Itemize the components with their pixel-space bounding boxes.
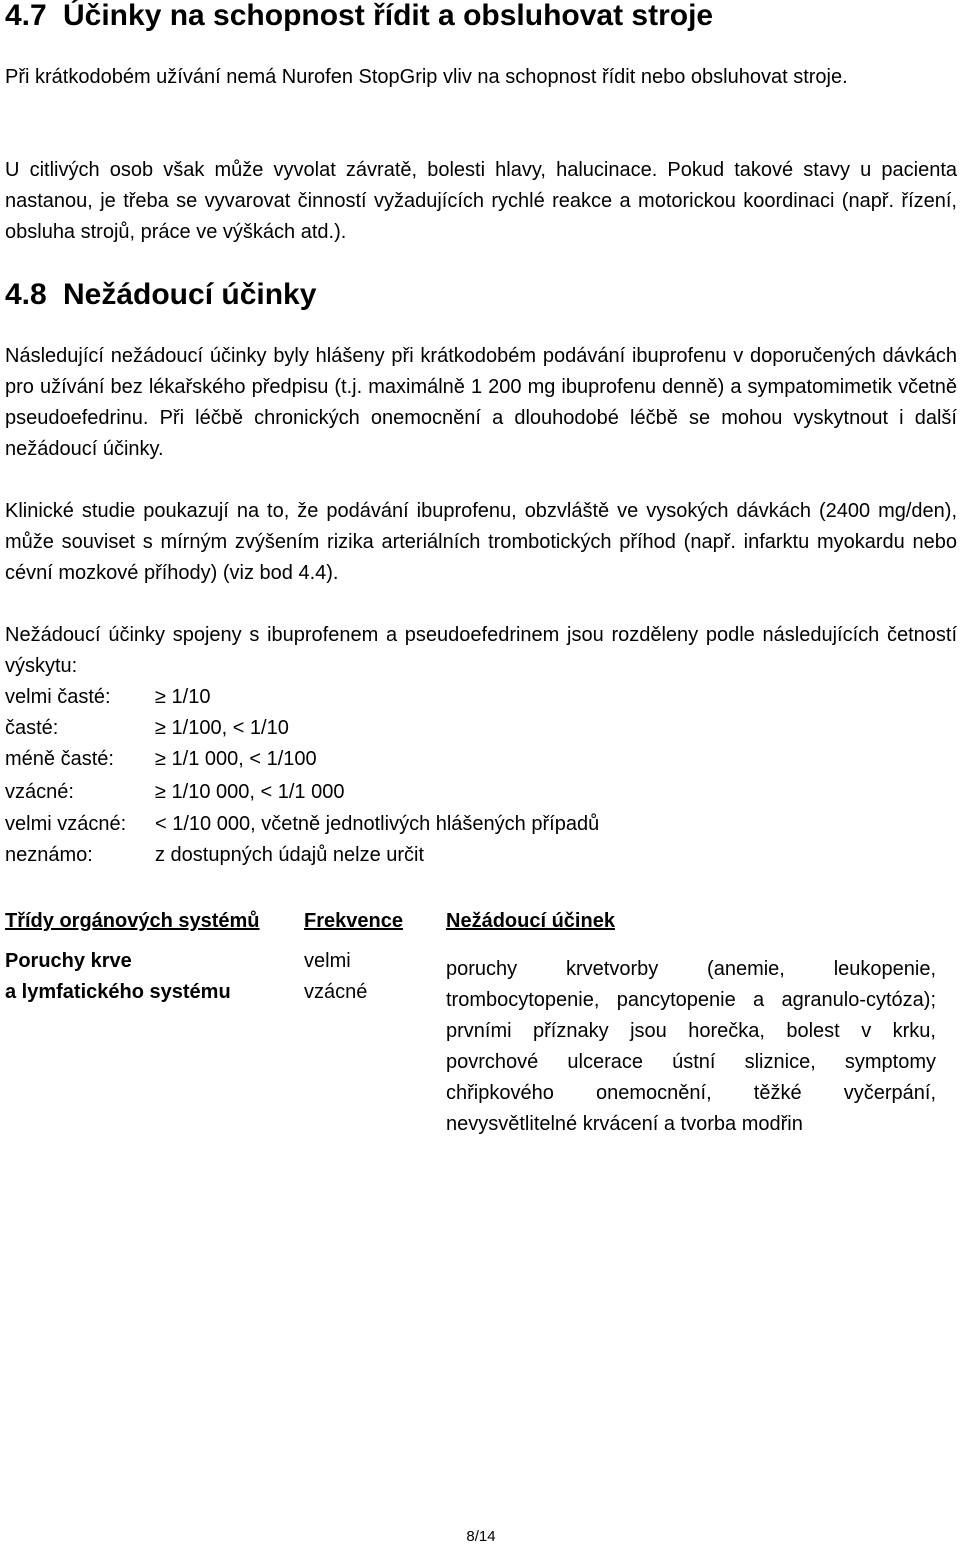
frequency-label: velmi časté: <box>5 686 111 708</box>
frequency-value: z dostupných údajů nelze určit <box>155 844 425 866</box>
paragraph-adverse-1: Následující nežádoucí účinky byly hlášeny při krátkodobém podávání ibuprofenu v doporučených dávkách pro užívání bez lékařského předpisu (t.j. maximálně 1 200 mg ibuprofenu denně) a sympatomimetik včetně pseudoefedrinu. Při léčbě chronických onemocnění a dlouhodobé léčbě se mohou vyskytnout i další nežádoucí účinky. <box>5 345 957 460</box>
frequency-label: časté: <box>5 717 59 739</box>
frequency-value: ≥ 1/100, < 1/10 <box>155 717 289 739</box>
frequency-label: neznámo: <box>5 844 93 866</box>
table-cell-system: a lymfatického systému <box>5 981 231 1003</box>
table-header-system: Třídy orgánových systémů <box>5 910 260 932</box>
section-number: 4.8 <box>5 278 47 311</box>
frequency-label: vzácné: <box>5 781 74 803</box>
table-header-frequency: Frekvence <box>304 910 403 932</box>
section-number: 4.7 <box>5 0 47 32</box>
section-title: Nežádoucí účinky <box>63 278 317 311</box>
paragraph-adverse-2: Klinické studie poukazují na to, že podávání ibuprofenu, obzvláště ve vysokých dávkách (2400 mg/den), může souviset s mírným zvýšením rizika arteriálních trombotických příhod (např. infarktu myokardu nebo cévní mozkové příhody) (viz bod 4.4). <box>5 500 957 584</box>
frequency-value: ≥ 1/1 000, < 1/100 <box>155 748 317 770</box>
frequency-label: méně časté: <box>5 748 114 770</box>
paragraph-adverse-3: Nežádoucí účinky spojeny s ibuprofenem a pseudoefedrinem jsou rozděleny podle následujících četností výskytu: <box>5 624 957 677</box>
table-header-effect: Nežádoucí účinek <box>446 910 615 932</box>
section-heading-4-7 <box>5 0 713 31</box>
frequency-value: ≥ 1/10 000, < 1/1 000 <box>155 781 345 803</box>
paragraph-driving-1: Při krátkodobém užívání nemá Nurofen StopGrip vliv na schopnost řídit nebo obsluhovat stroje. <box>5 66 848 88</box>
table-cell-frequency: vzácné <box>304 981 368 1003</box>
paragraph-driving-2: U citlivých osob však může vyvolat závratě, bolesti hlavy, halucinace. Pokud takové stavy u pacienta nastanou, je třeba se vyvarovat činností vyžadujících rychlé reakce a motorickou koordinaci (např. řízení, obsluha strojů, práce ve výškách atd.). <box>5 159 957 243</box>
frequency-value: ≥ 1/10 <box>155 686 211 708</box>
page-number: 8/14 <box>466 1528 496 1545</box>
table-cell-system: Poruchy krve <box>5 950 132 972</box>
table-cell-effect: poruchy krvetvorby (anemie, leukopenie, trombocytopenie, pancytopenie a agranulo-cytóza); prvními příznaky jsou horečka, bolest v krku, povrchové ulcerace ústní sliznice, symptomy chřipkového onemocnění, těžké vyčerpání, nevysvětlitelné krvácení a tvorba modřin <box>446 958 936 1135</box>
section-heading-4-8 <box>5 279 316 310</box>
frequency-value: < 1/10 000, včetně jednotlivých hlášených případů <box>155 813 600 835</box>
frequency-label: velmi vzácné: <box>5 813 127 835</box>
section-title: Účinky na schopnost řídit a obsluhovat stroje <box>63 0 714 32</box>
table-cell-frequency: velmi <box>304 950 351 972</box>
